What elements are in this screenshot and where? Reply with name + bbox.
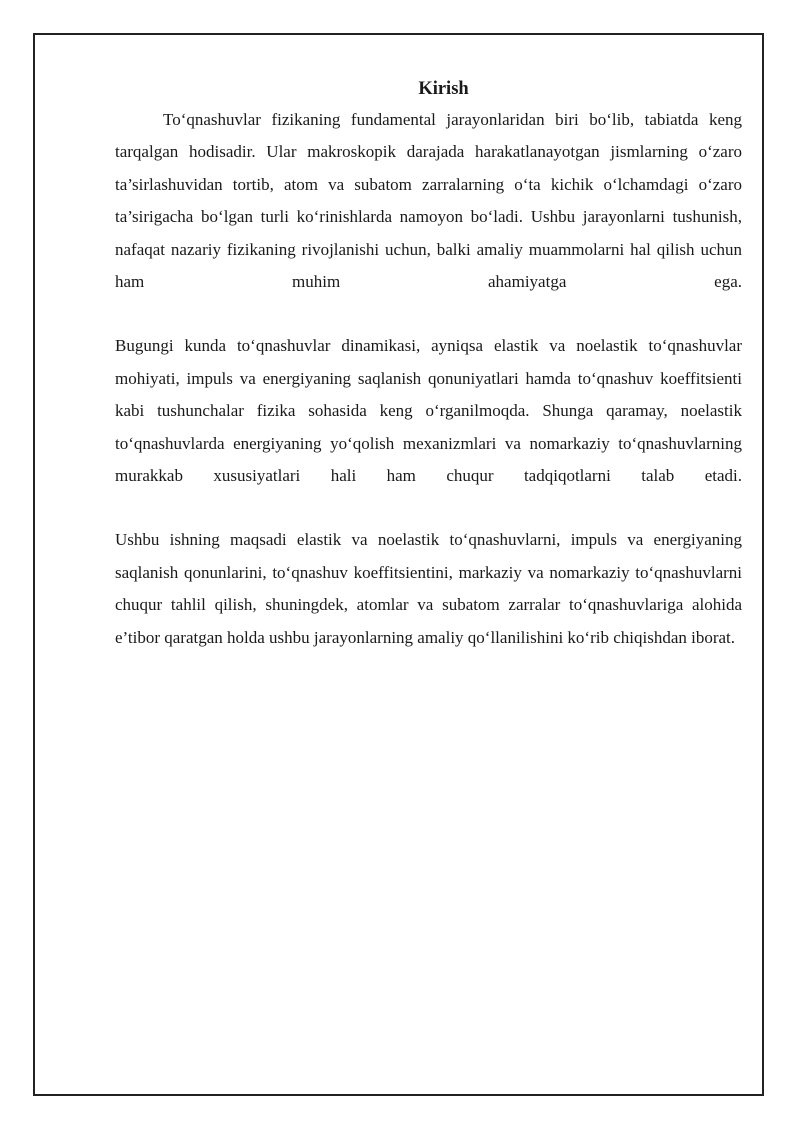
paragraph-aim: Ushbu ishning maqsadi elastik va noelastik to‘qnashuvlarni, impuls va energiyaning saqlanish qonunlarini, to‘qnashuv koeffitsientini, markaziy va nomarkaziy to‘qnashuvlarni chuqur tahlil qilish, shuningdek, atomlar va subatom zarralar to‘qnashuvlariga alohida e’tibor qaratgan holda ushbu jarayonlarning amaliy qo‘llanilishini ko‘rib chiqishdan iborat. (115, 530, 742, 647)
document-body (115, 74, 742, 654)
paragraph-spacer (115, 492, 742, 524)
document-title: Kirish (418, 79, 469, 99)
paragraph-intro: To‘qnashuvlar fizikaning fundamental jarayonlaridan biri bo‘lib, tabiatda keng tarqalgan hodisadir. Ular makroskopik darajada harakatlanayotgan jismlarning o‘zaro ta’sirlashuvidan tortib, atom va subatom zarralarning o‘ta kichik o‘lchamdagi o‘zaro ta’sirigacha bo‘lgan turli ko‘rinishlarda namoyon bo‘ladi. Ushbu jarayonlarni tushunish, nafaqat nazariy fizikaning rivojlanishi uchun, balki amaliy muammolarni hal qilish uchun ham muhim ahamiyatga ega. (115, 110, 742, 292)
paragraph-spacer (115, 298, 742, 330)
paragraph-current-research: Bugungi kunda to‘qnashuvlar dinamikasi, ayniqsa elastik va noelastik to‘qnashuvlar mohiyati, impuls va energiyaning saqlanish qonuniyatlari hamda to‘qnashuv koeffitsienti kabi tushunchalar fizika sohasida keng o‘rganilmoqda. Shunga qaramay, noelastik to‘qnashuvlarda energiyaning yo‘qolish mexanizmlari va nomarkaziy to‘qnashuvlarning murakkab xususiyatlari hali ham chuqur tadqiqotlarni talab etadi. (115, 336, 742, 486)
